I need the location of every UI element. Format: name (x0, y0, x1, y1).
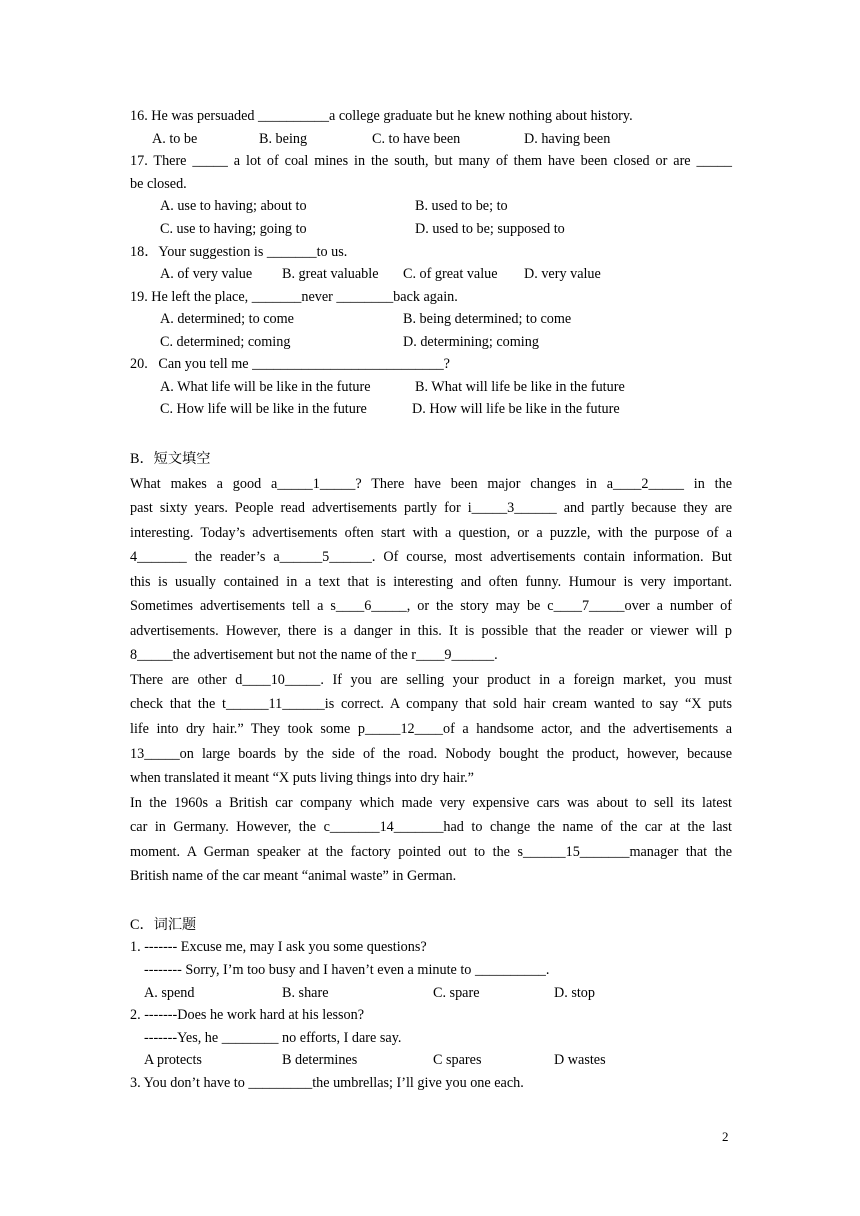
q16-option-a: A. to be (152, 131, 198, 147)
q19-option-d: D. determining; coming (403, 334, 539, 350)
q17-option-c: C. use to having; going to (160, 221, 307, 237)
vocab-q2-option-c: C spares (433, 1052, 482, 1068)
vocab-q1-option-d: D. stop (554, 985, 595, 1001)
q20-option-b: B. What will life be like in the future (415, 379, 625, 395)
q18-option-b: B. great valuable (282, 266, 379, 282)
q19-option-c: C. determined; coming (160, 334, 291, 350)
passage-line: In the 1960s a British car company which made very expensive cars was about to sell its latest (130, 795, 732, 811)
question-20: 20. Can you tell me ___________________________? (130, 356, 450, 372)
q19-option-b: B. being determined; to come (403, 311, 572, 327)
passage-line: Sometimes advertisements tell a s____6_____, or the story may be c____7_____over a number of (130, 598, 732, 614)
vocab-q2-option-d: D wastes (554, 1052, 606, 1068)
question-17-line1: 17. There _____ a lot of coal mines in the south, but many of them have been closed or are _____ (130, 153, 732, 169)
passage-line: interesting. Today’s advertisements often start with a question, or a puzzle, with the purpose of a (130, 525, 732, 541)
question-18: 18．Your suggestion is _______to us. (130, 244, 348, 260)
vocab-q1-option-c: C. spare (433, 985, 480, 1001)
passage-line: What makes a good a_____1_____? There have been major changes in a____2_____ in the (130, 476, 732, 492)
q17-option-b: B. used to be; to (415, 198, 508, 214)
q20-option-c: C. How life will be like in the future (160, 401, 367, 417)
q19-option-a: A. determined; to come (160, 311, 294, 327)
q17-option-d: D. used to be; supposed to (415, 221, 565, 237)
q18-option-a: A. of very value (160, 266, 253, 282)
section-b-heading: B．短文填空 (130, 451, 211, 467)
q18-option-c: C. of great value (403, 266, 498, 282)
q18-option-d: D. very value (524, 266, 601, 282)
vocab-q2-line2: -------Yes, he ________ no efforts, I dare say. (144, 1030, 402, 1046)
passage-line: car in Germany. However, the c_______14_______had to change the name of the car at the last (130, 819, 732, 835)
vocab-q3: 3. You don’t have to _________the umbrellas; I’ll give you one each. (130, 1075, 524, 1091)
q20-option-a: A. What life will be like in the future (160, 379, 371, 395)
passage-line: this is usually contained in a text that is interesting and often funny. Humour is very important. (130, 574, 732, 590)
q16-option-c: C. to have been (372, 131, 461, 147)
q17-option-a: A. use to having; about to (160, 198, 307, 214)
passage-line: life into dry hair.” They took some p_____12____of a handsome actor, and the advertisements a (130, 721, 732, 737)
vocab-q2-line1: 2. -------Does he work hard at his lesson? (130, 1007, 365, 1023)
passage-line: 4_______ the reader’s a______5______. Of course, most advertisements contain information. But (130, 549, 732, 565)
q16-option-b: B. being (259, 131, 308, 147)
q16-option-d: D. having been (524, 131, 611, 147)
question-19: 19. He left the place, _______never ________back again. (130, 289, 458, 305)
passage-line: moment. A German speaker at the factory pointed out to the s______15_______manager that the (130, 844, 732, 860)
passage-line: There are other d____10_____. If you are selling your product in a foreign market, you must (130, 672, 732, 688)
page-number: 2 (722, 1129, 729, 1144)
passage-line: 8_____the advertisement but not the name of the r____9______. (130, 647, 498, 663)
vocab-q2-option-b: B determines (282, 1052, 358, 1068)
vocab-q1-option-a: A. spend (144, 985, 195, 1001)
passage-line: check that the t______11______is correct. A company that sold hair cream wanted to say “X puts (130, 696, 732, 712)
q20-option-d: D. How will life be like in the future (412, 401, 620, 417)
question-16: 16. He was persuaded __________a college graduate but he knew nothing about history. (130, 108, 633, 124)
passage-line: past sixty years. People read advertisements partly for i_____3______ and partly because they are (130, 500, 732, 516)
passage-line: advertisements. However, there is a danger in this. It is possible that the reader or viewer will p (130, 623, 732, 639)
section-c-heading: C．词汇题 (130, 917, 197, 933)
vocab-q2-option-a: A protects (144, 1052, 202, 1068)
passage-line: British name of the car meant “animal waste” in German. (130, 868, 457, 884)
vocab-q1-line1: 1. ------- Excuse me, may I ask you some questions? (130, 939, 427, 955)
vocab-q1-option-b: B. share (282, 985, 329, 1001)
vocab-q1-line2: -------- Sorry, I’m too busy and I haven’t even a minute to __________. (144, 962, 550, 978)
passage-line: 13_____on large boards by the side of the road. Nobody bought the product, however, because (130, 746, 732, 762)
question-17-line2: be closed. (130, 176, 187, 192)
passage-line: when translated it meant “X puts living things into dry hair.” (130, 770, 474, 786)
